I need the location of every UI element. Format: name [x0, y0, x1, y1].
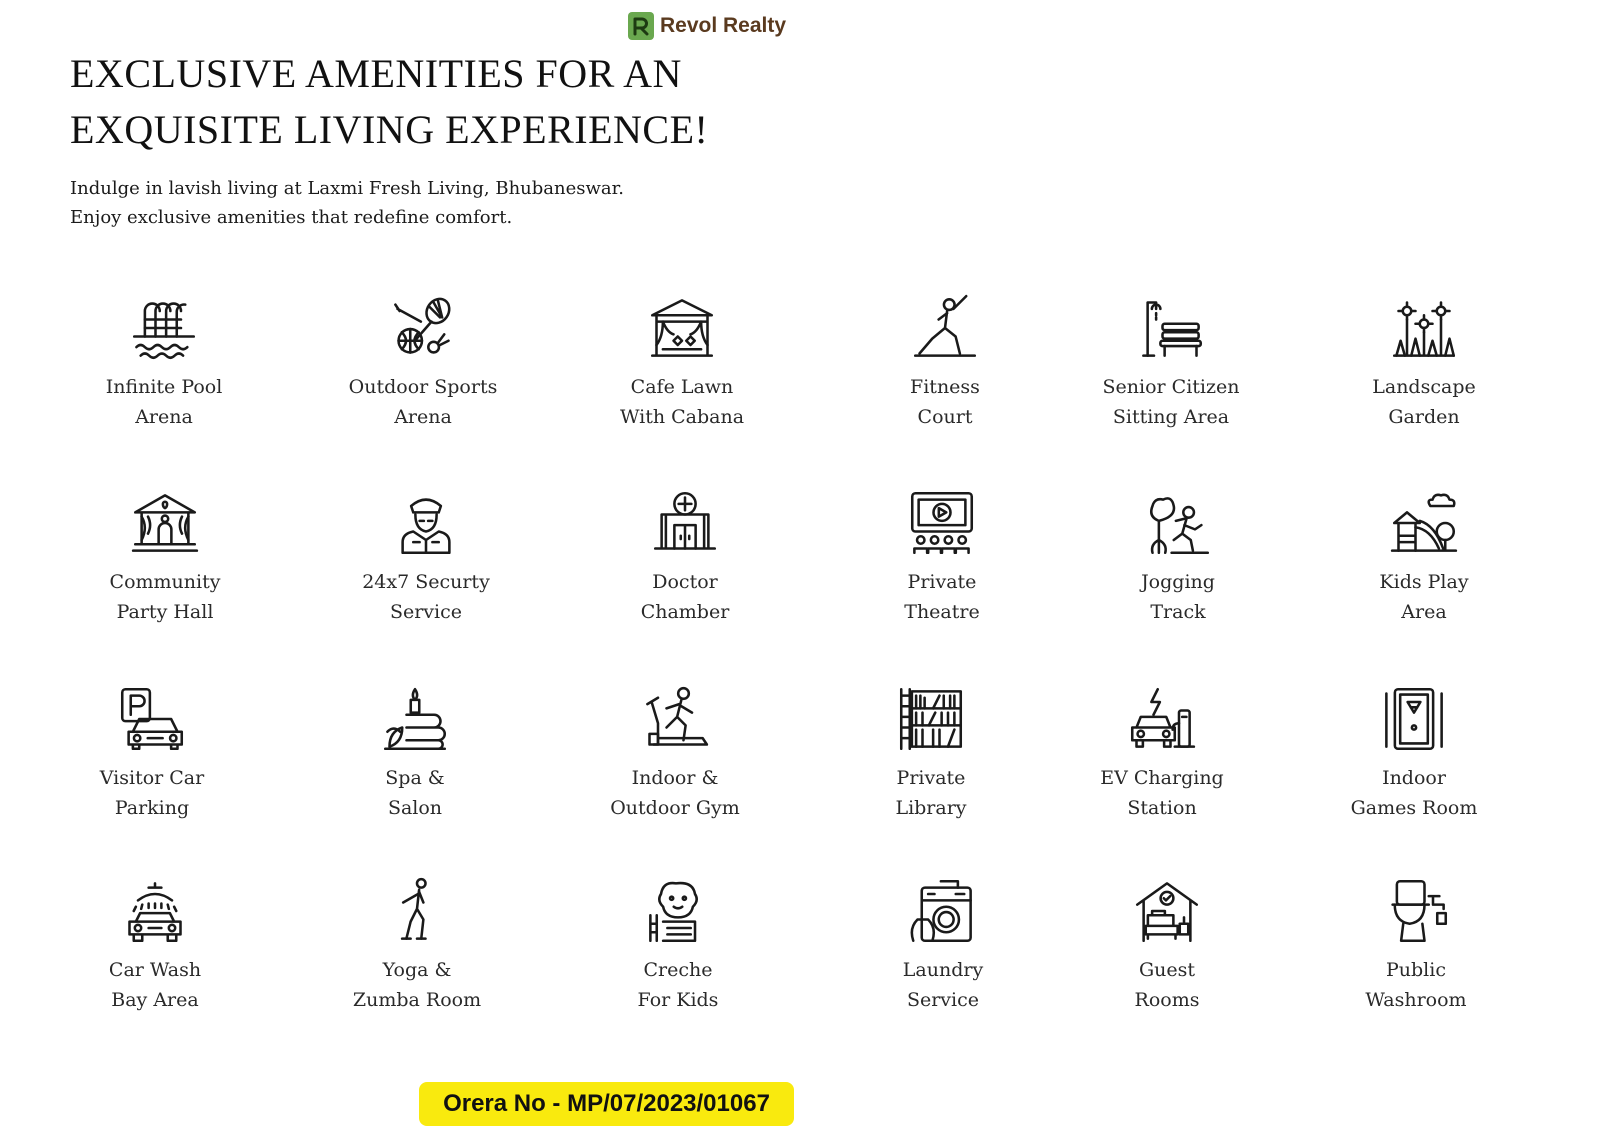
clinic-icon [651, 489, 719, 557]
security-guard-icon [392, 489, 460, 557]
amenity-visitor-car-parking [52, 681, 252, 823]
intro-line-2: Enjoy exclusive amenities that redefine comfort. [70, 207, 513, 228]
garden-icon [1390, 294, 1458, 362]
amenity-label-line-1: Doctor [652, 571, 718, 593]
creche-icon [644, 877, 712, 945]
amenity-label-line-1: Creche [643, 959, 713, 981]
amenity-label-line-2: Library [895, 797, 967, 819]
amenity-label-line-1: Landscape [1372, 376, 1476, 398]
amenity-label-line-1: Public [1386, 959, 1446, 981]
amenity-public-washroom [1316, 873, 1516, 1015]
amenity-label-line-2: Chamber [640, 601, 730, 623]
amenity-doctor-chamber [585, 485, 785, 627]
amenity-label-line-2: Court [917, 406, 973, 428]
laundry-icon [909, 877, 977, 945]
amenity-private-theatre [842, 485, 1042, 627]
amenity-indoor-games-room [1314, 681, 1514, 823]
amenity-creche-for-kids [578, 873, 778, 1015]
page-title [70, 46, 708, 158]
library-icon [897, 685, 965, 753]
amenity-ev-charging [1062, 681, 1262, 823]
pool-icon [130, 294, 198, 362]
amenity-label-line-1: Infinite Pool [105, 376, 223, 398]
amenity-label-line-1: Spa & [385, 767, 445, 789]
washroom-icon [1382, 877, 1450, 945]
amenity-label-line-1: Private [907, 571, 977, 593]
car-wash-icon [121, 877, 189, 945]
amenity-label-line-1: Outdoor Sports [348, 376, 498, 398]
amenity-label-line-2: Party Hall [116, 601, 214, 623]
amenity-kids-play-area [1324, 485, 1524, 627]
fitness-icon [911, 294, 979, 362]
revol-realty-logo-icon [628, 12, 654, 40]
amenity-jogging-track [1078, 485, 1278, 627]
amenity-label-line-2: Washroom [1365, 989, 1467, 1011]
ev-charging-icon [1128, 685, 1196, 753]
amenity-label-line-1: Cafe Lawn [630, 376, 734, 398]
page-title-line-2: EXQUISITE LIVING EXPERIENCE! [70, 107, 709, 152]
amenity-yoga-zumba [317, 873, 517, 1015]
amenity-label-line-1: Kids Play [1379, 571, 1469, 593]
bench-icon [1137, 294, 1205, 362]
party-hall-icon [131, 489, 199, 557]
amenity-landscape-garden [1324, 290, 1524, 432]
amenity-community-party-hall [65, 485, 265, 627]
amenity-label-line-1: Indoor [1382, 767, 1446, 789]
jogging-icon [1144, 489, 1212, 557]
yoga-icon [383, 877, 451, 945]
amenity-label-line-1: 24x7 Securty [362, 571, 490, 593]
amenity-label-line-2: Arena [135, 406, 193, 428]
amenity-label-line-2: Zumba Room [352, 989, 482, 1011]
spa-icon [381, 685, 449, 753]
amenity-label-line-2: Salon [387, 797, 443, 819]
amenity-car-wash-bay [55, 873, 255, 1015]
amenity-infinite-pool [64, 290, 264, 432]
amenity-outdoor-sports [323, 290, 523, 432]
amenity-private-library [831, 681, 1031, 823]
page-title-line-1: EXCLUSIVE AMENITIES FOR AN [70, 51, 682, 96]
amenity-laundry-service [843, 873, 1043, 1015]
amenity-label-line-1: Yoga & [382, 959, 452, 981]
amenity-spa-salon [315, 681, 515, 823]
amenity-label-line-2: Service [906, 989, 980, 1011]
amenity-label-line-1: Visitor Car [99, 767, 205, 789]
amenity-label-line-2: Service [389, 601, 463, 623]
intro-line-1: Indulge in lavish living at Laxmi Fresh Living, Bhubaneswar. [70, 178, 624, 199]
amenity-cafe-lawn-cabana [582, 290, 782, 432]
treadmill-icon [641, 685, 709, 753]
amenity-label-line-1: Jogging [1141, 571, 1215, 593]
intro-text [70, 174, 624, 232]
billiards-icon [1380, 685, 1448, 753]
amenity-label-line-2: Theatre [904, 601, 980, 623]
amenity-label-line-2: Sitting Area [1112, 406, 1230, 428]
amenity-label-line-1: Guest [1138, 959, 1196, 981]
theatre-icon [908, 489, 976, 557]
amenity-label-line-2: Bay Area [111, 989, 199, 1011]
rera-registration-badge: Orera No - MP/07/2023/01067 [419, 1082, 794, 1126]
amenity-label-line-1: EV Charging [1100, 767, 1224, 789]
brand-name: Revol Realty [660, 14, 787, 37]
amenity-label-line-2: Games Room [1350, 797, 1478, 819]
amenity-security-service [326, 485, 526, 627]
amenity-label-line-2: For Kids [637, 989, 719, 1011]
amenity-label-line-2: Garden [1388, 406, 1460, 428]
guest-room-icon [1133, 877, 1201, 945]
amenity-label-line-1: Senior Citizen [1102, 376, 1240, 398]
playground-icon [1390, 489, 1458, 557]
amenity-label-line-2: Parking [114, 797, 190, 819]
amenity-label-line-1: Indoor & [631, 767, 719, 789]
amenity-label-line-2: Outdoor Gym [610, 797, 740, 819]
cabana-icon [648, 294, 716, 362]
amenity-label-line-1: Laundry [902, 959, 984, 981]
amenity-label-line-2: Rooms [1134, 989, 1200, 1011]
amenity-senior-citizen-sitting [1071, 290, 1271, 432]
amenity-label-line-1: Fitness [910, 376, 980, 398]
amenity-label-line-1: Car Wash [108, 959, 202, 981]
brand-header [628, 12, 786, 40]
amenity-indoor-outdoor-gym [575, 681, 775, 823]
amenity-label-line-2: Arena [394, 406, 452, 428]
amenity-label-line-2: Station [1127, 797, 1197, 819]
sports-icon [389, 294, 457, 362]
amenity-label-line-2: Area [1401, 601, 1447, 623]
amenity-guest-rooms [1067, 873, 1267, 1015]
amenity-label-line-1: Private [896, 767, 966, 789]
amenity-label-line-2: With Cabana [619, 406, 745, 428]
amenity-label-line-1: Community [109, 571, 221, 593]
amenity-fitness-court [845, 290, 1045, 432]
amenity-label-line-2: Track [1150, 601, 1206, 623]
parking-icon [118, 685, 186, 753]
